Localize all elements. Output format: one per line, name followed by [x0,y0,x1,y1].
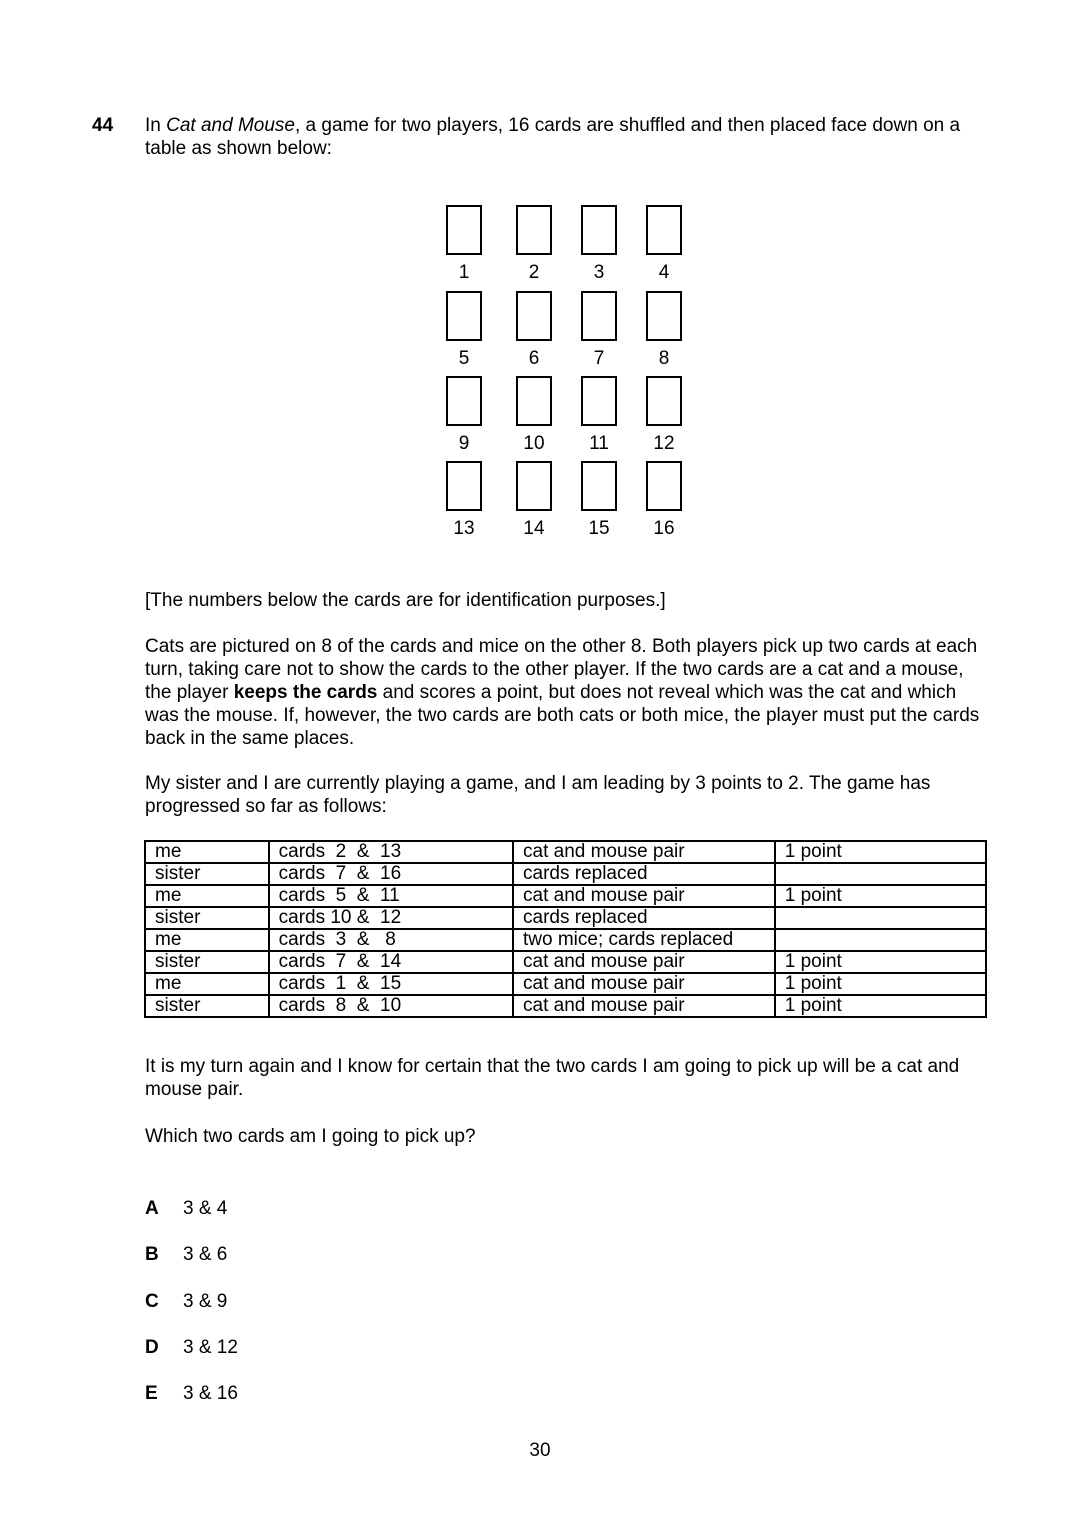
move-result: cat and mouse pair [513,951,775,973]
question-text: Which two cards am I going to pick up? [145,1126,476,1147]
move-cards: cards 10 & 12 [269,907,513,929]
card-face-down [581,461,617,511]
rules-bold: keeps the cards [233,682,378,703]
option-text: 3 & 16 [183,1383,238,1405]
card-face-down [646,461,682,511]
move-cards: cards 3 & 8 [269,929,513,951]
move-score: 1 point [775,951,986,973]
move-player: me [145,885,269,907]
option-e[interactable] [145,1382,238,1428]
move-cards: cards 7 & 14 [269,951,513,973]
answer-options [145,1197,238,1428]
card-face-down [581,205,617,255]
card-face-down [646,376,682,426]
option-text: 3 & 6 [183,1244,228,1266]
card-number: 2 [528,262,540,283]
move-player: sister [145,907,269,929]
move-result: cat and mouse pair [513,995,775,1017]
status-paragraph: My sister and I are currently playing a game, and I am leading by 3 points to 2. The game has progressed so far as follows: [145,773,931,817]
identification-note: [The numbers below the cards are for identification purposes.] [145,590,666,611]
page-number: 30 [529,1440,551,1461]
move-score: 1 point [775,841,986,863]
move-result: two mice; cards replaced [513,929,775,951]
option-text: 3 & 4 [183,1198,228,1219]
card-face-down [646,205,682,255]
move-score: 1 point [775,885,986,907]
move-score: 1 point [775,973,986,995]
intro-suffix: , a game for two players, 16 cards are shuffled and then placed face down on a table as shown below: [145,115,961,159]
table-row [145,995,986,1017]
move-score [775,863,986,885]
card-face-down [446,461,482,511]
option-a[interactable] [145,1197,238,1243]
card-number: 15 [588,518,610,539]
card-face-down [446,376,482,426]
card-face-down [516,461,552,511]
move-result: cards replaced [513,863,775,885]
game-name: Cat and Mouse [166,115,295,136]
rules-part1: Cats are pictured on 8 of the cards and mice on the other 8. Both players pick up two cards at each turn, taking care not to show the cards to the other player. If the two cards are a cat and a mouse, the player [145,636,978,703]
card-face-down [581,376,617,426]
card-face-down [516,376,552,426]
move-result: cards replaced [513,907,775,929]
option-letter: C [145,1290,159,1312]
question-number: 44 [92,115,114,136]
move-cards: cards 7 & 16 [269,863,513,885]
move-player: sister [145,951,269,973]
card-number: 16 [653,518,675,539]
move-score: 1 point [775,995,986,1017]
move-result: cat and mouse pair [513,973,775,995]
card-face-down [516,205,552,255]
table-row [145,929,986,951]
rules-paragraph [145,635,995,750]
table-row [145,885,986,907]
card-number: 10 [523,433,545,454]
option-letter: E [145,1383,158,1405]
card-number: 3 [593,262,605,283]
card-number: 5 [458,348,470,369]
rules-part2: and scores a point, but does not reveal which was the cat and which was the mouse. If, however, the two cards are both cats or both mice, the player must put the cards back in the same places. [145,682,980,749]
table-row [145,863,986,885]
moves-table [144,840,987,1018]
move-cards: cards 8 & 10 [269,995,513,1017]
turn-paragraph: It is my turn again and I know for certain that the two cards I am going to pick up will be a cat and mouse pair. [145,1056,960,1100]
intro-text [145,114,995,160]
card-number: 7 [593,348,605,369]
option-b[interactable] [145,1243,238,1289]
card-number: 12 [653,433,675,454]
card-face-down [581,291,617,341]
card-face-down [446,205,482,255]
option-letter: B [145,1244,159,1266]
move-cards: cards 5 & 11 [269,885,513,907]
intro-prefix: In [145,115,167,136]
move-player: me [145,841,269,863]
card-number: 6 [528,348,540,369]
move-player: me [145,929,269,951]
option-letter: D [145,1336,159,1358]
table-row [145,951,986,973]
move-cards: cards 1 & 15 [269,973,513,995]
option-letter: A [145,1198,159,1219]
table-row [145,973,986,995]
card-face-down [446,291,482,341]
table-row [145,907,986,929]
card-number: 8 [658,348,670,369]
option-text: 3 & 12 [183,1336,238,1358]
option-d[interactable] [145,1336,238,1382]
move-score [775,929,986,951]
move-result: cat and mouse pair [513,841,775,863]
move-player: sister [145,863,269,885]
option-c[interactable] [145,1290,238,1336]
card-number: 13 [453,518,475,539]
move-player: sister [145,995,269,1017]
card-number: 9 [458,433,470,454]
card-face-down [646,291,682,341]
move-result: cat and mouse pair [513,885,775,907]
move-score [775,907,986,929]
card-face-down [516,291,552,341]
option-text: 3 & 9 [183,1290,228,1312]
card-number: 11 [589,433,609,454]
table-row [145,841,986,863]
card-number: 14 [523,518,545,539]
move-player: me [145,973,269,995]
card-number: 4 [658,262,670,283]
card-number: 1 [458,262,470,283]
move-cards: cards 2 & 13 [269,841,513,863]
